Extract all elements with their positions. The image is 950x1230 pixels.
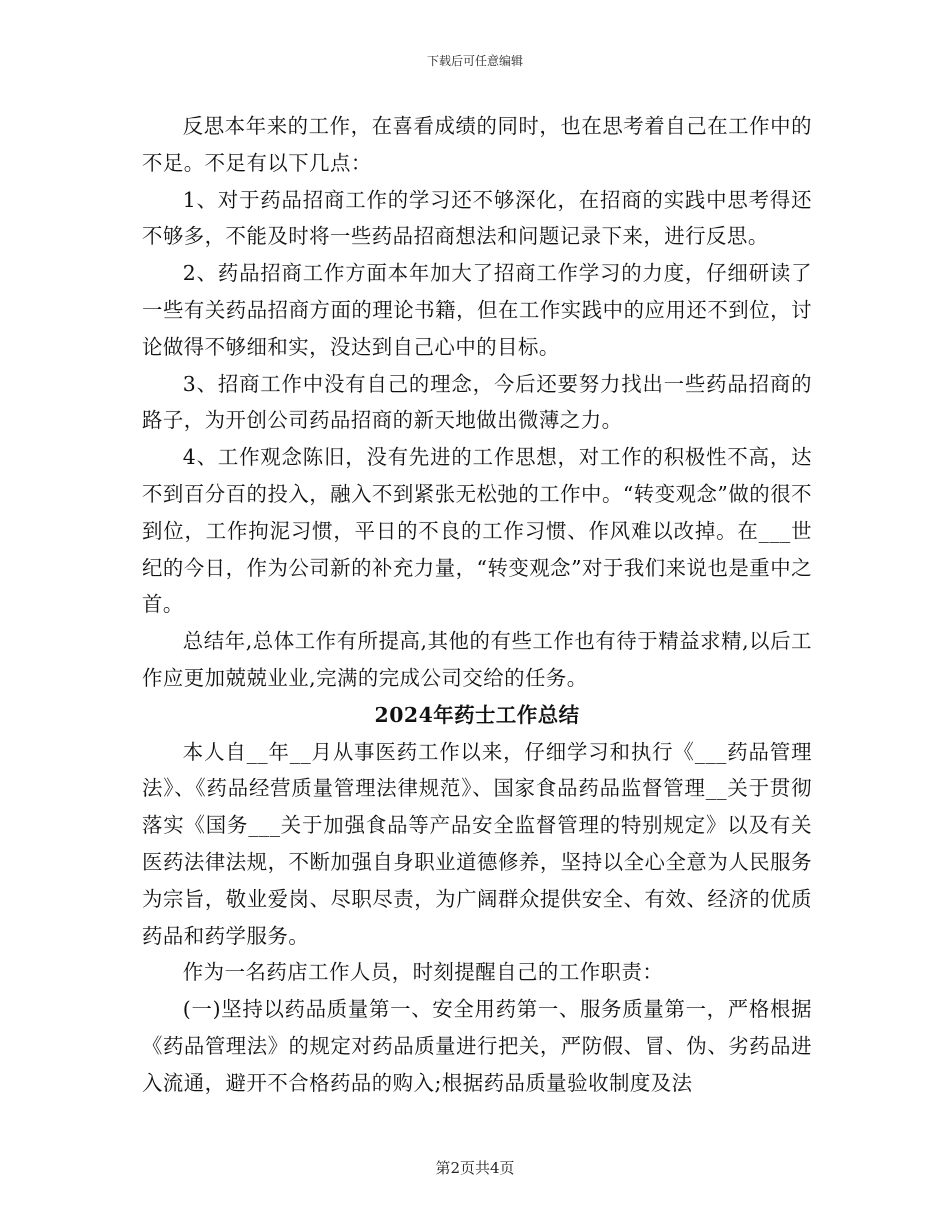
paragraph-intro: 本人自__年__月从事医药工作以来，仔细学习和执行《___药品管理法》、《药品经营质量管理法律规范》、国家食品药品监督管理__关于贯彻落实《国务___关于加强食品等产品安全监督管理的特别规定》以及有关医药法律法规，不断加强自身职业道德修养，坚持以全心全意为人民服务为宗旨，敬业爱岗、尽职尽责，为广阔群众提供安全、有效、经济的优质药品和药学服务。 (142, 739, 812, 948)
page-header: 下载后可任意编辑 (426, 54, 523, 68)
paragraph-duty-1: (一)坚持以药品质量第一、安全用药第一、服务质量第一，严格根据《药品管理法》的规定对药品质量进行把关，严防假、冒、伪、劣药品进入流通，避开不合格药品的购入;根据药品质量验收制度及法 (142, 997, 812, 1095)
paragraph-point-4: 4、工作观念陈旧，没有先进的工作思想，对工作的积极性不高，达不到百分百的投入，融入不到紧张无松弛的工作中。“转变观念”做的很不到位，工作拘泥习惯，平日的不良的工作习惯、作风难以改掉。在___世纪的今日，作为公司新的补充力量，“转变观念”对于我们来说也是重中之首。 (142, 445, 812, 617)
paragraph-duties-intro: 作为一名药店工作人员，时刻提醒自己的工作职责： (182, 960, 664, 985)
page-footer: 第2页共4页 (435, 1159, 515, 1177)
paragraph-point-3: 3、招商工作中没有自己的理念，今后还要努力找出一些药品招商的路子，为开创公司药品招商的新天地做出微薄之力。 (142, 371, 812, 433)
document-body (142, 108, 812, 1102)
section-title: 2024年药士工作总结 (374, 702, 580, 727)
paragraph-point-2: 2、药品招商工作方面本年加大了招商工作学习的力度，仔细研读了一些有关药品招商方面的理论书籍，但在工作实践中的应用还不到位，讨论做得不够细和实，没达到自己心中的目标。 (142, 261, 812, 359)
paragraph-point-1: 1、对于药品招商工作的学习还不够深化，在招商的实践中思考得还不够多，不能及时将一些药品招商想法和问题记录下来，进行反思。 (142, 187, 812, 249)
paragraph-reflection-intro: 反思本年来的工作，在喜看成绩的同时，也在思考着自己在工作中的不足。不足有以下几点： (142, 114, 812, 175)
paragraph-summary: 总结年,总体工作有所提高,其他的有些工作也有待于精益求精,以后工作应更加兢兢业业,完满的完成公司交给的任务。 (142, 629, 812, 690)
